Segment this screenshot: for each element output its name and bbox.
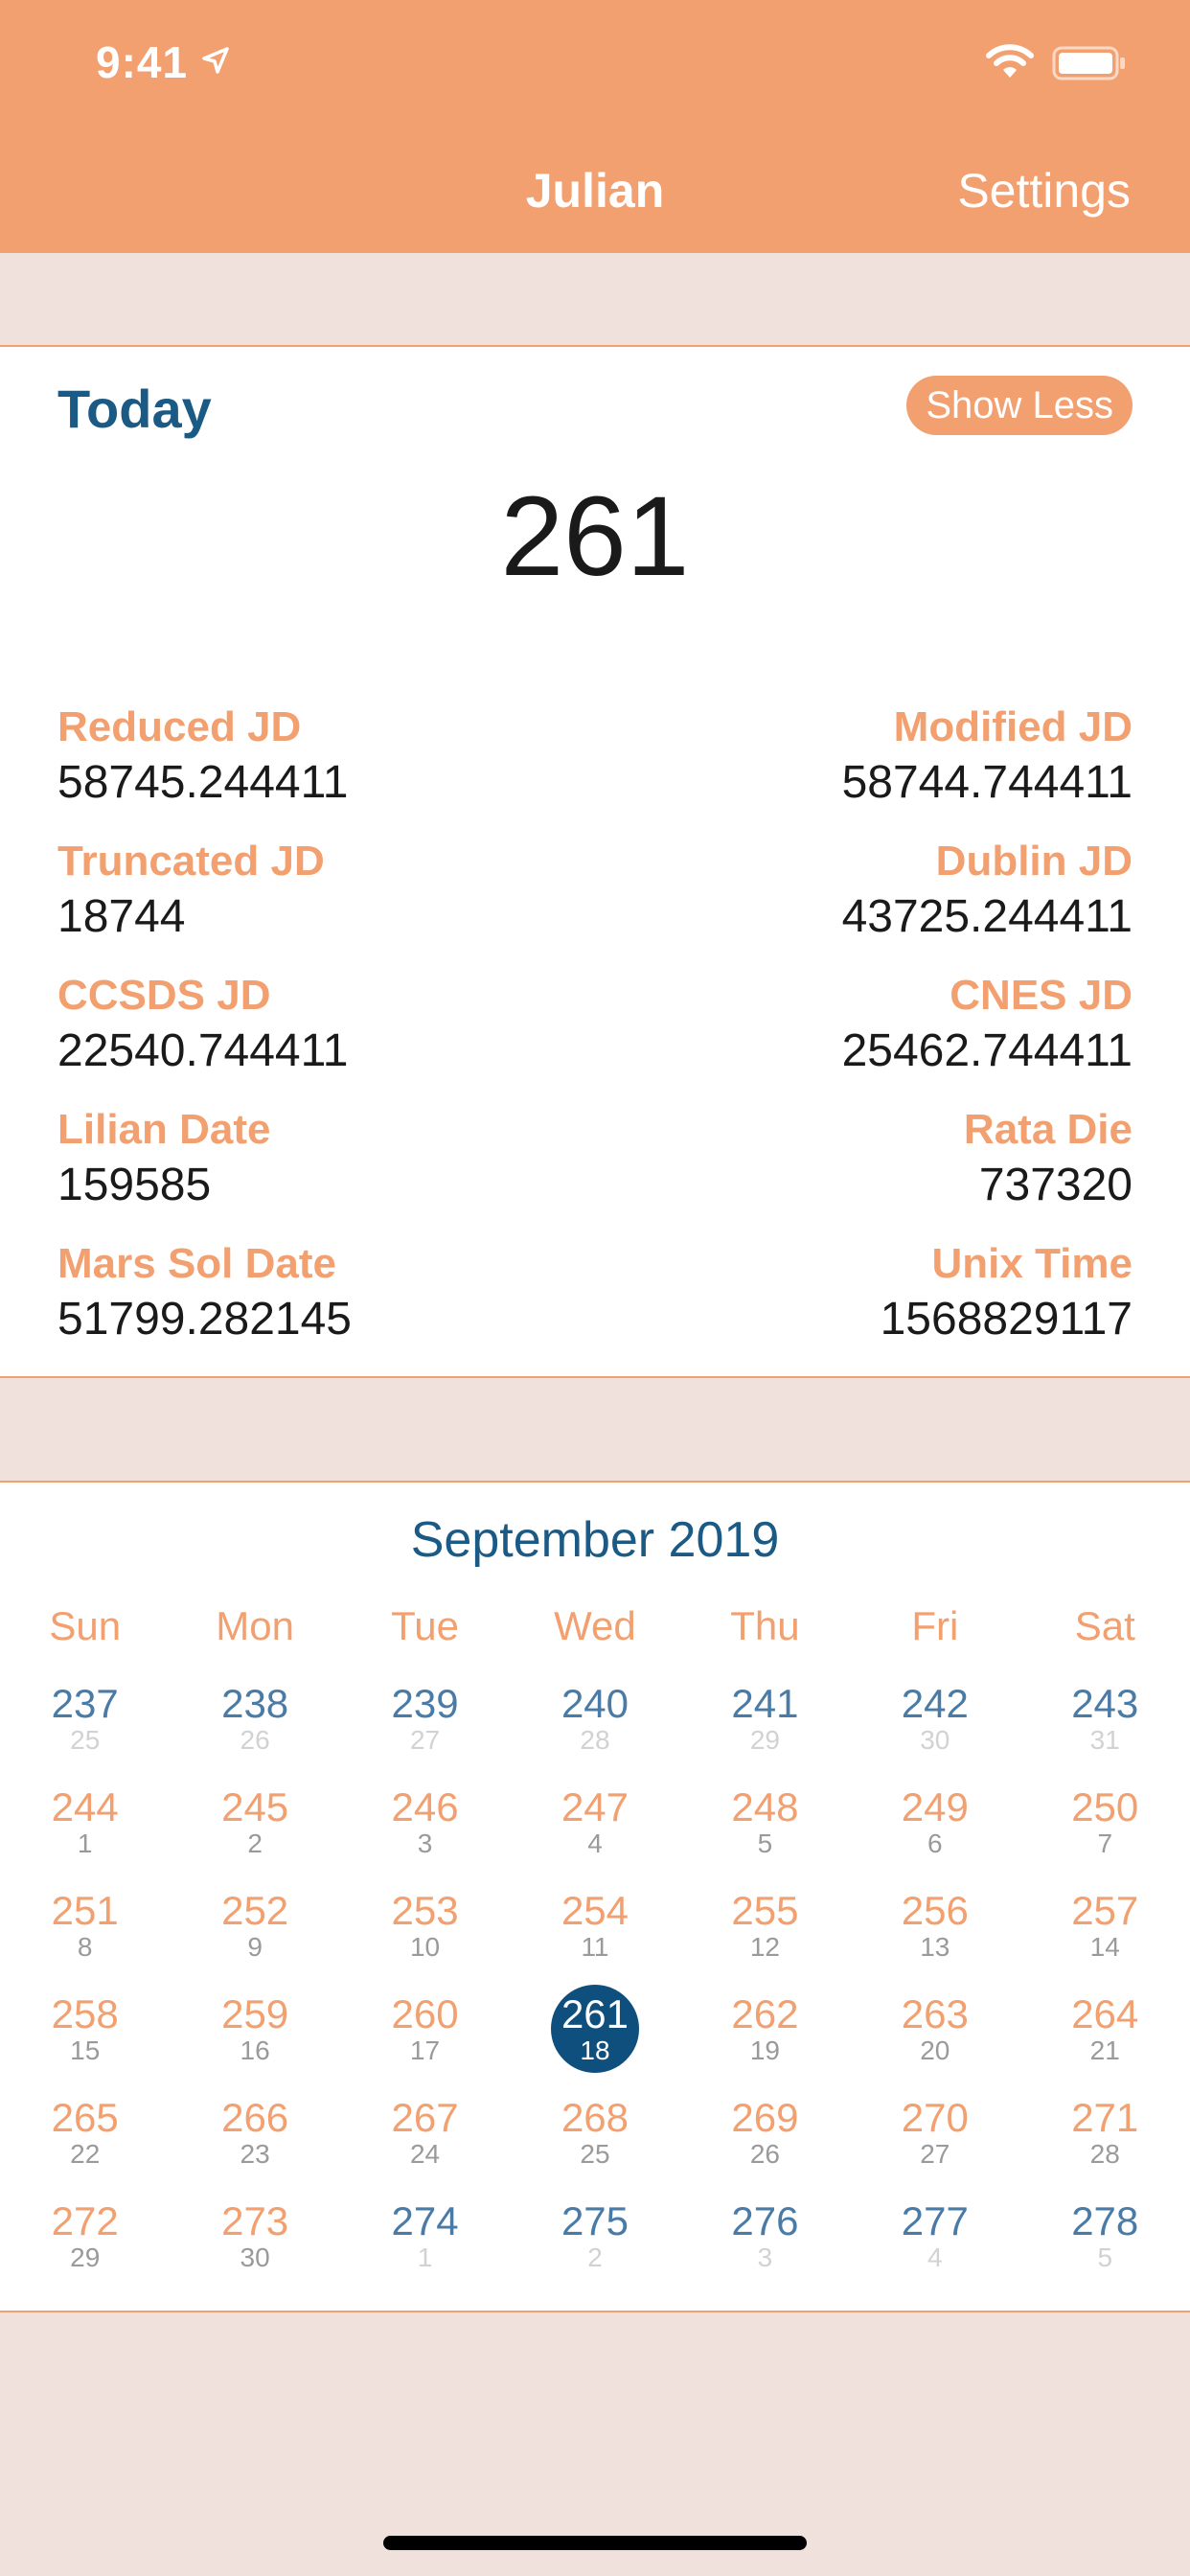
calendar-day[interactable] <box>850 1985 1019 2088</box>
day-of-year-number: 255 <box>731 1888 799 1933</box>
day-of-year-number: 245 <box>221 1784 289 1829</box>
calendar-day[interactable] <box>680 1778 850 1881</box>
today-heading: Today <box>57 379 212 439</box>
day-of-year-number: 258 <box>51 1991 119 2036</box>
nav-bar <box>0 0 1190 253</box>
day-of-year-number: 253 <box>391 1888 459 1933</box>
day-of-month-number: 15 <box>70 2036 101 2065</box>
calendar-day[interactable] <box>0 1881 170 1985</box>
day-of-month-number: 10 <box>409 1932 441 1962</box>
day-of-month-number: 23 <box>240 2139 270 2169</box>
calendar-day[interactable] <box>170 1674 339 1778</box>
day-of-year-number: 276 <box>731 2198 799 2243</box>
calendar-day[interactable] <box>340 1778 510 1881</box>
day-of-month-number: 28 <box>580 1725 610 1755</box>
weekday-label: Mon <box>216 1603 294 1648</box>
day-of-month-number: 1 <box>77 1828 93 1858</box>
calendar-grid <box>0 1674 1190 2295</box>
day-of-month-number: 18 <box>580 2036 610 2065</box>
jd-value: 25462.744411 <box>841 1025 1133 1076</box>
day-of-month-number: 2 <box>247 1828 263 1858</box>
day-of-month-number: 1 <box>417 2242 433 2272</box>
calendar-day[interactable] <box>850 1674 1019 1778</box>
day-of-year-number: 271 <box>1071 2095 1139 2140</box>
day-of-month-number: 24 <box>409 2139 441 2169</box>
day-of-year-number: 243 <box>1071 1681 1139 1726</box>
day-of-year-number: 242 <box>901 1681 969 1726</box>
location-arrow-icon <box>201 46 230 75</box>
day-of-month-number: 7 <box>1097 1828 1113 1858</box>
day-of-year-number: 259 <box>221 1991 289 2036</box>
jd-label: Unix Time <box>931 1240 1133 1287</box>
jd-item-cnes <box>842 970 1133 1104</box>
day-of-month-number: 8 <box>77 1932 93 1962</box>
day-of-month-number: 5 <box>757 1828 773 1858</box>
calendar-day[interactable] <box>170 2088 339 2192</box>
day-of-year-number: 249 <box>901 1784 969 1829</box>
calendar-day[interactable] <box>340 1985 510 2088</box>
weekday-label: Tue <box>391 1603 459 1648</box>
jd-item-mars-sol <box>57 1238 352 1372</box>
calendar-day-selected[interactable] <box>510 1985 679 2088</box>
day-of-month-number: 17 <box>409 2036 441 2065</box>
jd-value: 58744.744411 <box>841 757 1133 808</box>
day-of-year-number: 251 <box>51 1888 119 1933</box>
day-of-year-number: 261 <box>561 1991 629 2036</box>
day-of-year-number: 247 <box>561 1784 629 1829</box>
jd-label: Truncated JD <box>57 838 325 885</box>
day-of-year-number: 268 <box>561 2095 629 2140</box>
day-of-month-number: 16 <box>240 2036 270 2065</box>
day-of-month-number: 31 <box>1089 1725 1120 1755</box>
calendar-day[interactable] <box>850 2088 1019 2192</box>
status-time: 9:41 <box>96 37 189 87</box>
calendar-day[interactable] <box>0 2088 170 2192</box>
day-of-year-number: 264 <box>1071 1991 1139 2036</box>
calendar-day[interactable] <box>170 1778 339 1881</box>
jd-item-truncated <box>57 836 325 970</box>
calendar-day[interactable] <box>170 1881 339 1985</box>
day-of-month-number: 25 <box>580 2139 610 2169</box>
day-of-month-number: 19 <box>749 2036 780 2065</box>
jd-item-unix-time <box>881 1238 1133 1372</box>
day-of-month-number: 13 <box>920 1932 950 1962</box>
calendar-day[interactable] <box>510 2192 679 2295</box>
day-of-year-number: 275 <box>561 2198 629 2243</box>
day-of-month-number: 3 <box>757 2242 773 2272</box>
calendar-day[interactable] <box>510 1881 679 1985</box>
day-of-year-number: 263 <box>901 1991 969 2036</box>
day-of-month-number: 21 <box>1089 2036 1120 2065</box>
day-of-month-number: 26 <box>240 1725 270 1755</box>
day-of-month-number: 4 <box>587 1828 603 1858</box>
day-of-year-number: 266 <box>221 2095 289 2140</box>
jd-row <box>57 1104 1133 1238</box>
jd-row <box>57 836 1133 970</box>
day-of-year-number: 237 <box>51 1681 119 1726</box>
calendar-card <box>0 1481 1190 2312</box>
calendar-day[interactable] <box>680 2192 850 2295</box>
jd-item-modified <box>842 702 1133 836</box>
day-of-year-number: 265 <box>51 2095 119 2140</box>
day-of-year-number: 277 <box>901 2198 969 2243</box>
day-of-month-number: 28 <box>1089 2139 1120 2169</box>
calendar-day[interactable] <box>1020 2088 1190 2192</box>
calendar-day[interactable] <box>1020 2192 1190 2295</box>
home-indicator[interactable] <box>383 2536 807 2550</box>
day-of-month-number: 5 <box>1097 2242 1113 2272</box>
day-of-year-number: 270 <box>901 2095 969 2140</box>
calendar-day[interactable] <box>1020 1985 1190 2088</box>
weekday-label: Sat <box>1074 1603 1135 1648</box>
jd-value: 51799.282145 <box>57 1294 352 1345</box>
calendar-day[interactable] <box>340 1674 510 1778</box>
day-of-month-number: 29 <box>70 2242 101 2272</box>
show-less-button[interactable]: Show Less <box>906 376 1133 435</box>
calendar-day[interactable] <box>680 1674 850 1778</box>
calendar-day[interactable] <box>0 1778 170 1881</box>
today-card <box>0 345 1190 1378</box>
calendar-day[interactable] <box>850 1778 1019 1881</box>
day-of-month-number: 26 <box>749 2139 780 2169</box>
jd-label: Mars Sol Date <box>57 1240 336 1287</box>
weekday-label: Sun <box>49 1603 122 1648</box>
day-of-year-number: 244 <box>51 1784 119 1829</box>
day-of-year-number: 260 <box>391 1991 459 2036</box>
jd-label: CNES JD <box>950 972 1133 1019</box>
battery-icon <box>1052 46 1127 80</box>
weekday-label: Fri <box>911 1603 959 1648</box>
day-of-year-number: 262 <box>731 1991 799 2036</box>
day-of-year-number: 257 <box>1071 1888 1139 1933</box>
calendar-day[interactable] <box>0 1674 170 1778</box>
calendar-day[interactable] <box>1020 1778 1190 1881</box>
day-of-year-number: 274 <box>391 2198 459 2243</box>
calendar-day[interactable] <box>0 1985 170 2088</box>
day-of-month-number: 22 <box>70 2139 101 2169</box>
calendar-day[interactable] <box>1020 1674 1190 1778</box>
jd-row <box>57 970 1133 1104</box>
day-of-month-number: 20 <box>920 2036 950 2065</box>
day-of-month-number: 12 <box>749 1932 780 1962</box>
calendar-day[interactable] <box>850 1881 1019 1985</box>
day-of-month-number: 27 <box>409 1725 441 1755</box>
jd-item-lilian <box>57 1104 271 1238</box>
jd-label: Dublin JD <box>935 838 1133 885</box>
day-of-year-number: 246 <box>391 1784 459 1829</box>
calendar-day[interactable] <box>680 2088 850 2192</box>
day-of-year-number: 256 <box>901 1888 969 1933</box>
jd-item-ccsds <box>57 970 348 1104</box>
jd-item-rata-die <box>964 1104 1133 1238</box>
day-of-month-number: 9 <box>247 1932 263 1962</box>
jd-row <box>57 702 1133 836</box>
jd-label: Rata Die <box>963 1106 1133 1153</box>
calendar-day[interactable] <box>680 1985 850 2088</box>
jd-label: Reduced JD <box>57 703 302 750</box>
day-of-month-number: 25 <box>70 1725 101 1755</box>
settings-button[interactable]: Settings <box>957 164 1131 218</box>
jd-label: Lilian Date <box>57 1106 271 1153</box>
calendar-day[interactable] <box>680 1881 850 1985</box>
day-of-year-number: 278 <box>1071 2198 1139 2243</box>
calendar-day[interactable] <box>510 1778 679 1881</box>
jd-item-dublin <box>842 836 1133 970</box>
wifi-icon <box>985 42 1035 80</box>
jd-value: 58745.244411 <box>57 757 349 808</box>
day-of-year-number: 241 <box>731 1681 799 1726</box>
julian-date-list <box>57 702 1133 1372</box>
jd-label: Modified JD <box>893 703 1133 750</box>
day-of-month-number: 2 <box>587 2242 603 2272</box>
calendar-day[interactable] <box>170 1985 339 2088</box>
weekday-label: Thu <box>730 1603 800 1648</box>
jd-value: 43725.244411 <box>841 891 1133 942</box>
day-of-year-number: 272 <box>51 2198 119 2243</box>
calendar-day[interactable] <box>0 2192 170 2295</box>
day-of-year-number: 248 <box>731 1784 799 1829</box>
day-of-month-number: 6 <box>927 1828 943 1858</box>
day-of-month-number: 27 <box>920 2139 950 2169</box>
jd-value: 1568829117 <box>880 1294 1133 1345</box>
weekday-label: Wed <box>554 1603 636 1648</box>
jd-item-reduced <box>57 702 348 836</box>
day-of-month-number: 30 <box>240 2242 270 2272</box>
day-of-month-number: 4 <box>927 2242 943 2272</box>
day-of-year-number: 252 <box>221 1888 289 1933</box>
calendar-day[interactable] <box>340 2192 510 2295</box>
jd-value: 18744 <box>57 891 186 942</box>
day-of-year-number: 269 <box>731 2095 799 2140</box>
day-of-year-number: 239 <box>391 1681 459 1726</box>
day-of-month-number: 14 <box>1089 1932 1120 1962</box>
nav-title: Julian <box>525 164 665 218</box>
calendar-day[interactable] <box>510 1674 679 1778</box>
day-of-month-number: 30 <box>920 1725 950 1755</box>
day-of-month-number: 29 <box>749 1725 780 1755</box>
day-of-year-number: 238 <box>221 1681 289 1726</box>
calendar-day[interactable] <box>850 2192 1019 2295</box>
calendar-weekday-header <box>0 1603 1190 1649</box>
today-day-of-year: 261 <box>500 473 690 600</box>
calendar-day[interactable] <box>170 2192 339 2295</box>
day-of-year-number: 267 <box>391 2095 459 2140</box>
calendar-day[interactable] <box>510 2088 679 2192</box>
jd-row <box>57 1238 1133 1372</box>
day-of-year-number: 240 <box>561 1681 629 1726</box>
calendar-day[interactable] <box>340 2088 510 2192</box>
jd-label: CCSDS JD <box>57 972 271 1019</box>
calendar-month-title: September 2019 <box>410 1512 780 1568</box>
jd-value: 737320 <box>978 1160 1133 1210</box>
day-of-year-number: 273 <box>221 2198 289 2243</box>
calendar-day[interactable] <box>340 1881 510 1985</box>
jd-value: 22540.744411 <box>57 1025 349 1076</box>
jd-value: 159585 <box>57 1160 212 1210</box>
day-of-year-number: 250 <box>1071 1784 1139 1829</box>
day-of-month-number: 3 <box>417 1828 433 1858</box>
day-of-year-number: 254 <box>561 1888 629 1933</box>
day-of-month-number: 11 <box>581 1932 609 1962</box>
calendar-day[interactable] <box>1020 1881 1190 1985</box>
